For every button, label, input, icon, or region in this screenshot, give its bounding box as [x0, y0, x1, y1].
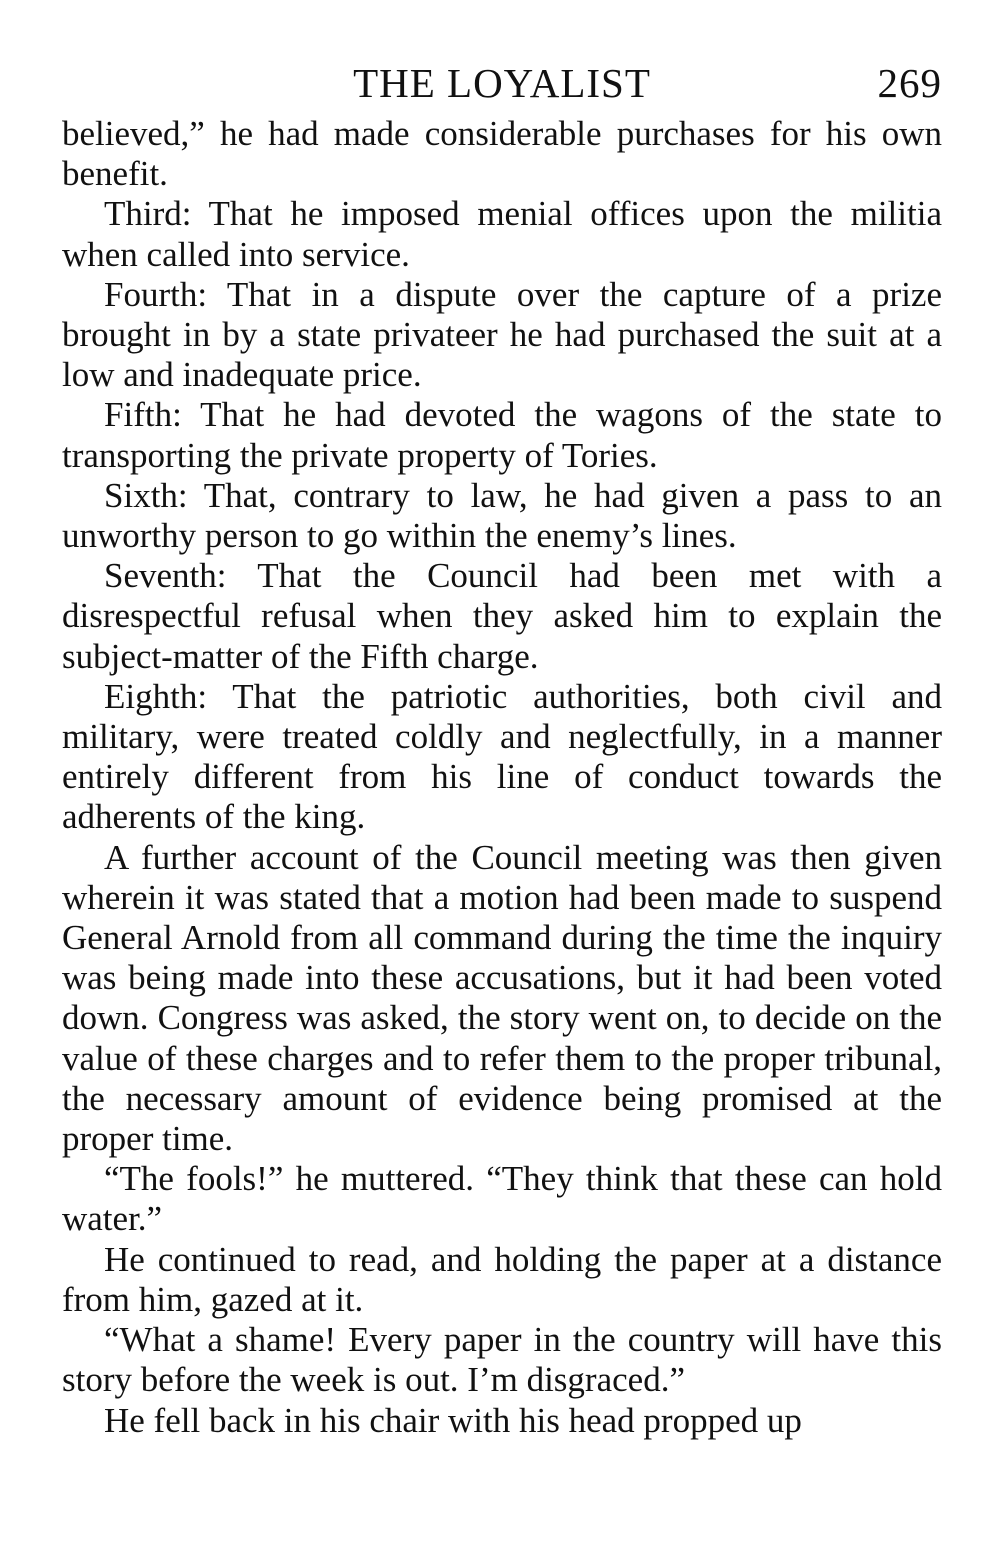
paragraph: “The fools!” he muttered. “They think that these can hold water.” — [62, 1159, 942, 1239]
paragraph: A further account of the Council meeting was then given wherein it was stated that a motion had been made to suspend General Arnold from all command during the time the inquiry was being made into these accusations, but it had been voted down. Congress was asked, the story went on, to decide on the value of these charges and to refer them to the proper tribunal, the necessary amount of evidence being promised at the proper time. — [62, 837, 942, 1159]
page-header — [62, 52, 942, 114]
paragraph: Fifth: That he had devoted the wagons of the state to transporting the private property of Tories. — [62, 395, 942, 475]
paragraph: “What a shame! Every paper in the country will have this story before the week is out. I’m disgraced.” — [62, 1320, 942, 1400]
paragraph: Sixth: That, contrary to law, he had given a pass to an unworthy person to go within the enemy’s lines. — [62, 475, 942, 556]
paragraph: Seventh: That the Council had been met with a disrespectful refusal when they asked him to explain the subject-matter of the Fifth charge. — [62, 556, 942, 676]
page-number: 269 — [877, 60, 942, 106]
paragraph: He continued to read, and holding the paper at a distance from him, gazed at it. — [62, 1239, 942, 1319]
paragraph: He fell back in his chair with his head propped up — [104, 1400, 802, 1440]
paragraph: Third: That he imposed menial offices upon the militia when called into service. — [62, 194, 942, 274]
running-title: THE LOYALIST — [353, 60, 651, 106]
body-text — [62, 114, 942, 1441]
book-page — [62, 52, 942, 1441]
paragraph: Fourth: That in a dispute over the capture of a prize brought in by a state privateer he had purchased the suit at a low and inadequate price. — [62, 274, 942, 395]
paragraph: believed,” he had made considerable purchases for his own benefit. — [62, 114, 942, 194]
paragraph: Eighth: That the patriotic authorities, both civil and military, were treated coldly and neglectfully, in a manner entirely different from his line of conduct towards the adherents of the king. — [62, 676, 942, 837]
